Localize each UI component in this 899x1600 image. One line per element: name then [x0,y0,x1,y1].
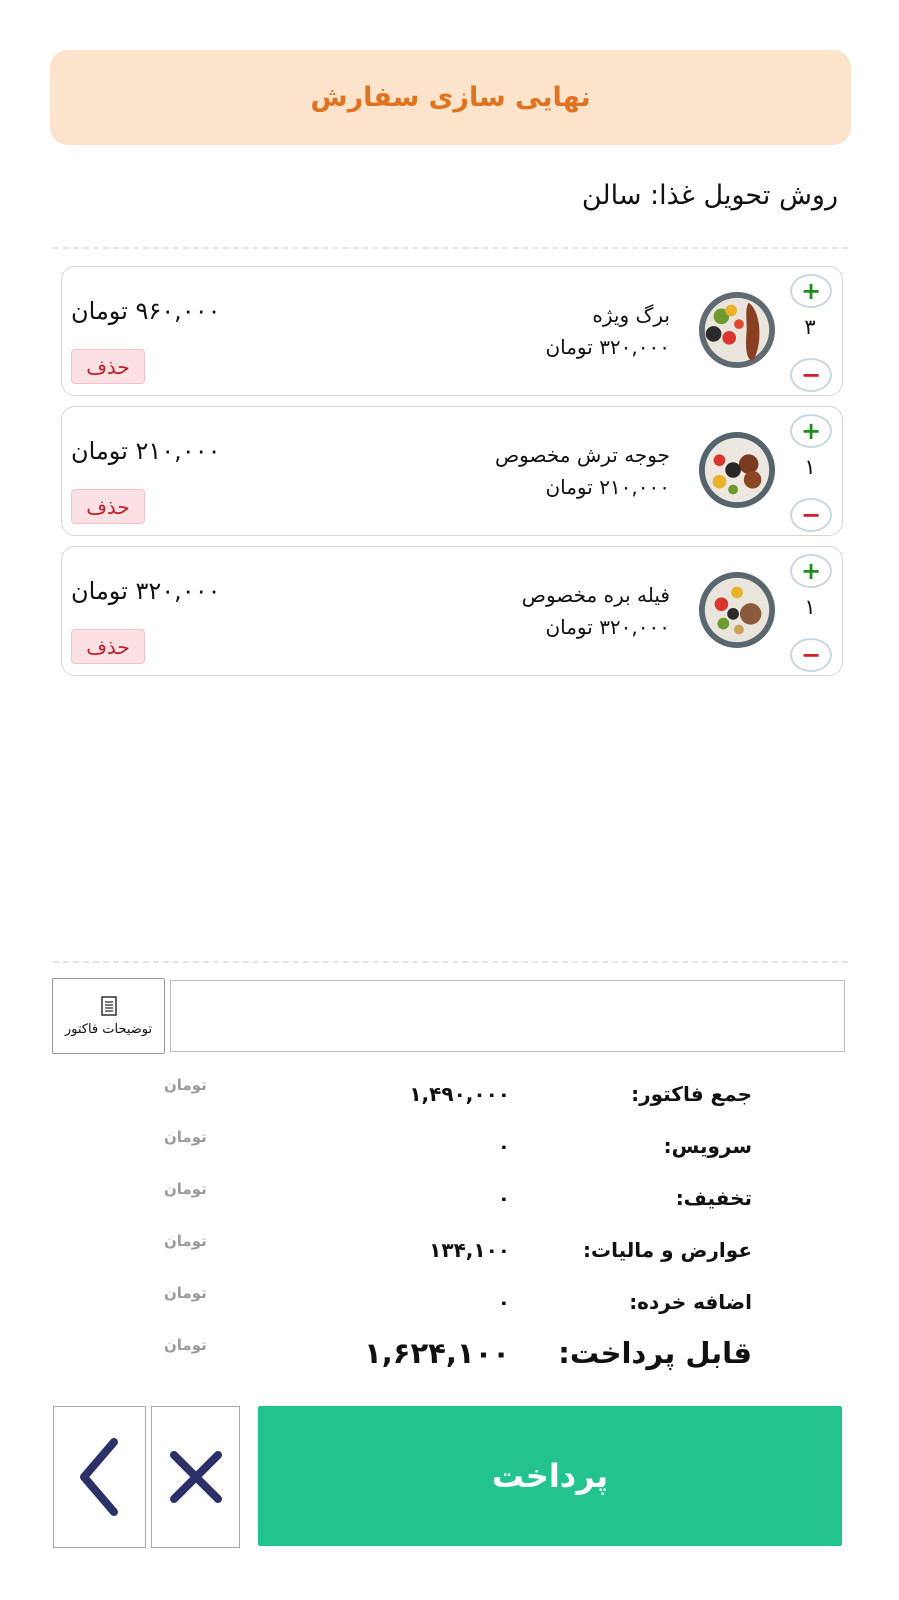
decrease-qty-button[interactable]: − [790,498,832,532]
divider [53,961,848,963]
item-quantity: ۱ [804,455,816,479]
item-total-price: ۳۲۰,۰۰۰ تومان [71,577,221,605]
summary-value: ۱,۴۹۰,۰۰۰ [409,1082,510,1106]
item-name: فیله بره مخصوص [521,583,670,607]
cart-item [61,406,843,536]
page-title: نهایی سازی سفارش [310,82,591,113]
invoice-notes-button[interactable] [52,978,165,1054]
payable-total-row [0,1336,899,1376]
invoice-notes-label: توضیحات فاکتور [64,1021,153,1037]
item-name: جوجه ترش مخصوص [495,443,670,467]
cart-item [61,546,843,676]
delete-item-button[interactable]: حذف [71,489,145,524]
summary-label: اضافه خرده: [629,1290,752,1314]
food-image [698,291,776,369]
increase-qty-button[interactable]: + [790,414,832,448]
invoice-notes-input[interactable] [170,980,845,1052]
page-header [50,50,851,145]
item-name: برگ ویژه [592,303,670,327]
food-image [698,431,776,509]
summary-value: ۰ [497,1290,510,1314]
summary-row [0,1232,899,1272]
summary-label: جمع فاکتور: [631,1082,752,1106]
summary-row [0,1076,899,1116]
summary-row [0,1284,899,1324]
summary-row [0,1128,899,1168]
document-icon [101,996,117,1016]
payable-label: قابل پرداخت: [558,1336,752,1370]
chevron-left-icon [70,1432,130,1522]
delivery-method: روش تحویل غذا: سالن [581,180,838,211]
item-quantity: ۱ [804,595,816,619]
delete-item-button[interactable]: حذف [71,629,145,664]
summary-value: ۰ [497,1186,510,1210]
summary-row [0,1180,899,1220]
increase-qty-button[interactable]: + [790,554,832,588]
item-quantity: ۳ [804,315,816,339]
summary-label: تخفیف: [675,1186,752,1210]
item-unit-price: ۳۲۰,۰۰۰ تومان [545,615,670,639]
summary-value: ۱۳۴,۱۰۰ [429,1238,510,1262]
payable-value: ۱,۶۲۴,۱۰۰ [364,1336,510,1370]
currency-label: تومان [164,1336,207,1354]
food-image [698,571,776,649]
decrease-qty-button[interactable]: − [790,358,832,392]
currency-label: تومان [164,1180,207,1198]
cart-item [61,266,843,396]
divider [53,247,848,249]
currency-label: تومان [164,1232,207,1250]
item-unit-price: ۳۲۰,۰۰۰ تومان [545,335,670,359]
item-unit-price: ۲۱۰,۰۰۰ تومان [545,475,670,499]
cancel-button[interactable] [151,1406,240,1548]
item-total-price: ۲۱۰,۰۰۰ تومان [71,437,221,465]
back-button[interactable] [53,1406,146,1548]
close-icon [164,1445,228,1509]
summary-label: سرویس: [663,1134,752,1158]
summary-value: ۰ [497,1134,510,1158]
delete-item-button[interactable]: حذف [71,349,145,384]
item-total-price: ۹۶۰,۰۰۰ تومان [71,297,221,325]
currency-label: تومان [164,1076,207,1094]
increase-qty-button[interactable]: + [790,274,832,308]
currency-label: تومان [164,1284,207,1302]
currency-label: تومان [164,1128,207,1146]
summary-label: عوارض و مالیات: [582,1238,752,1262]
pay-button[interactable]: پرداخت [258,1406,842,1546]
decrease-qty-button[interactable]: − [790,638,832,672]
